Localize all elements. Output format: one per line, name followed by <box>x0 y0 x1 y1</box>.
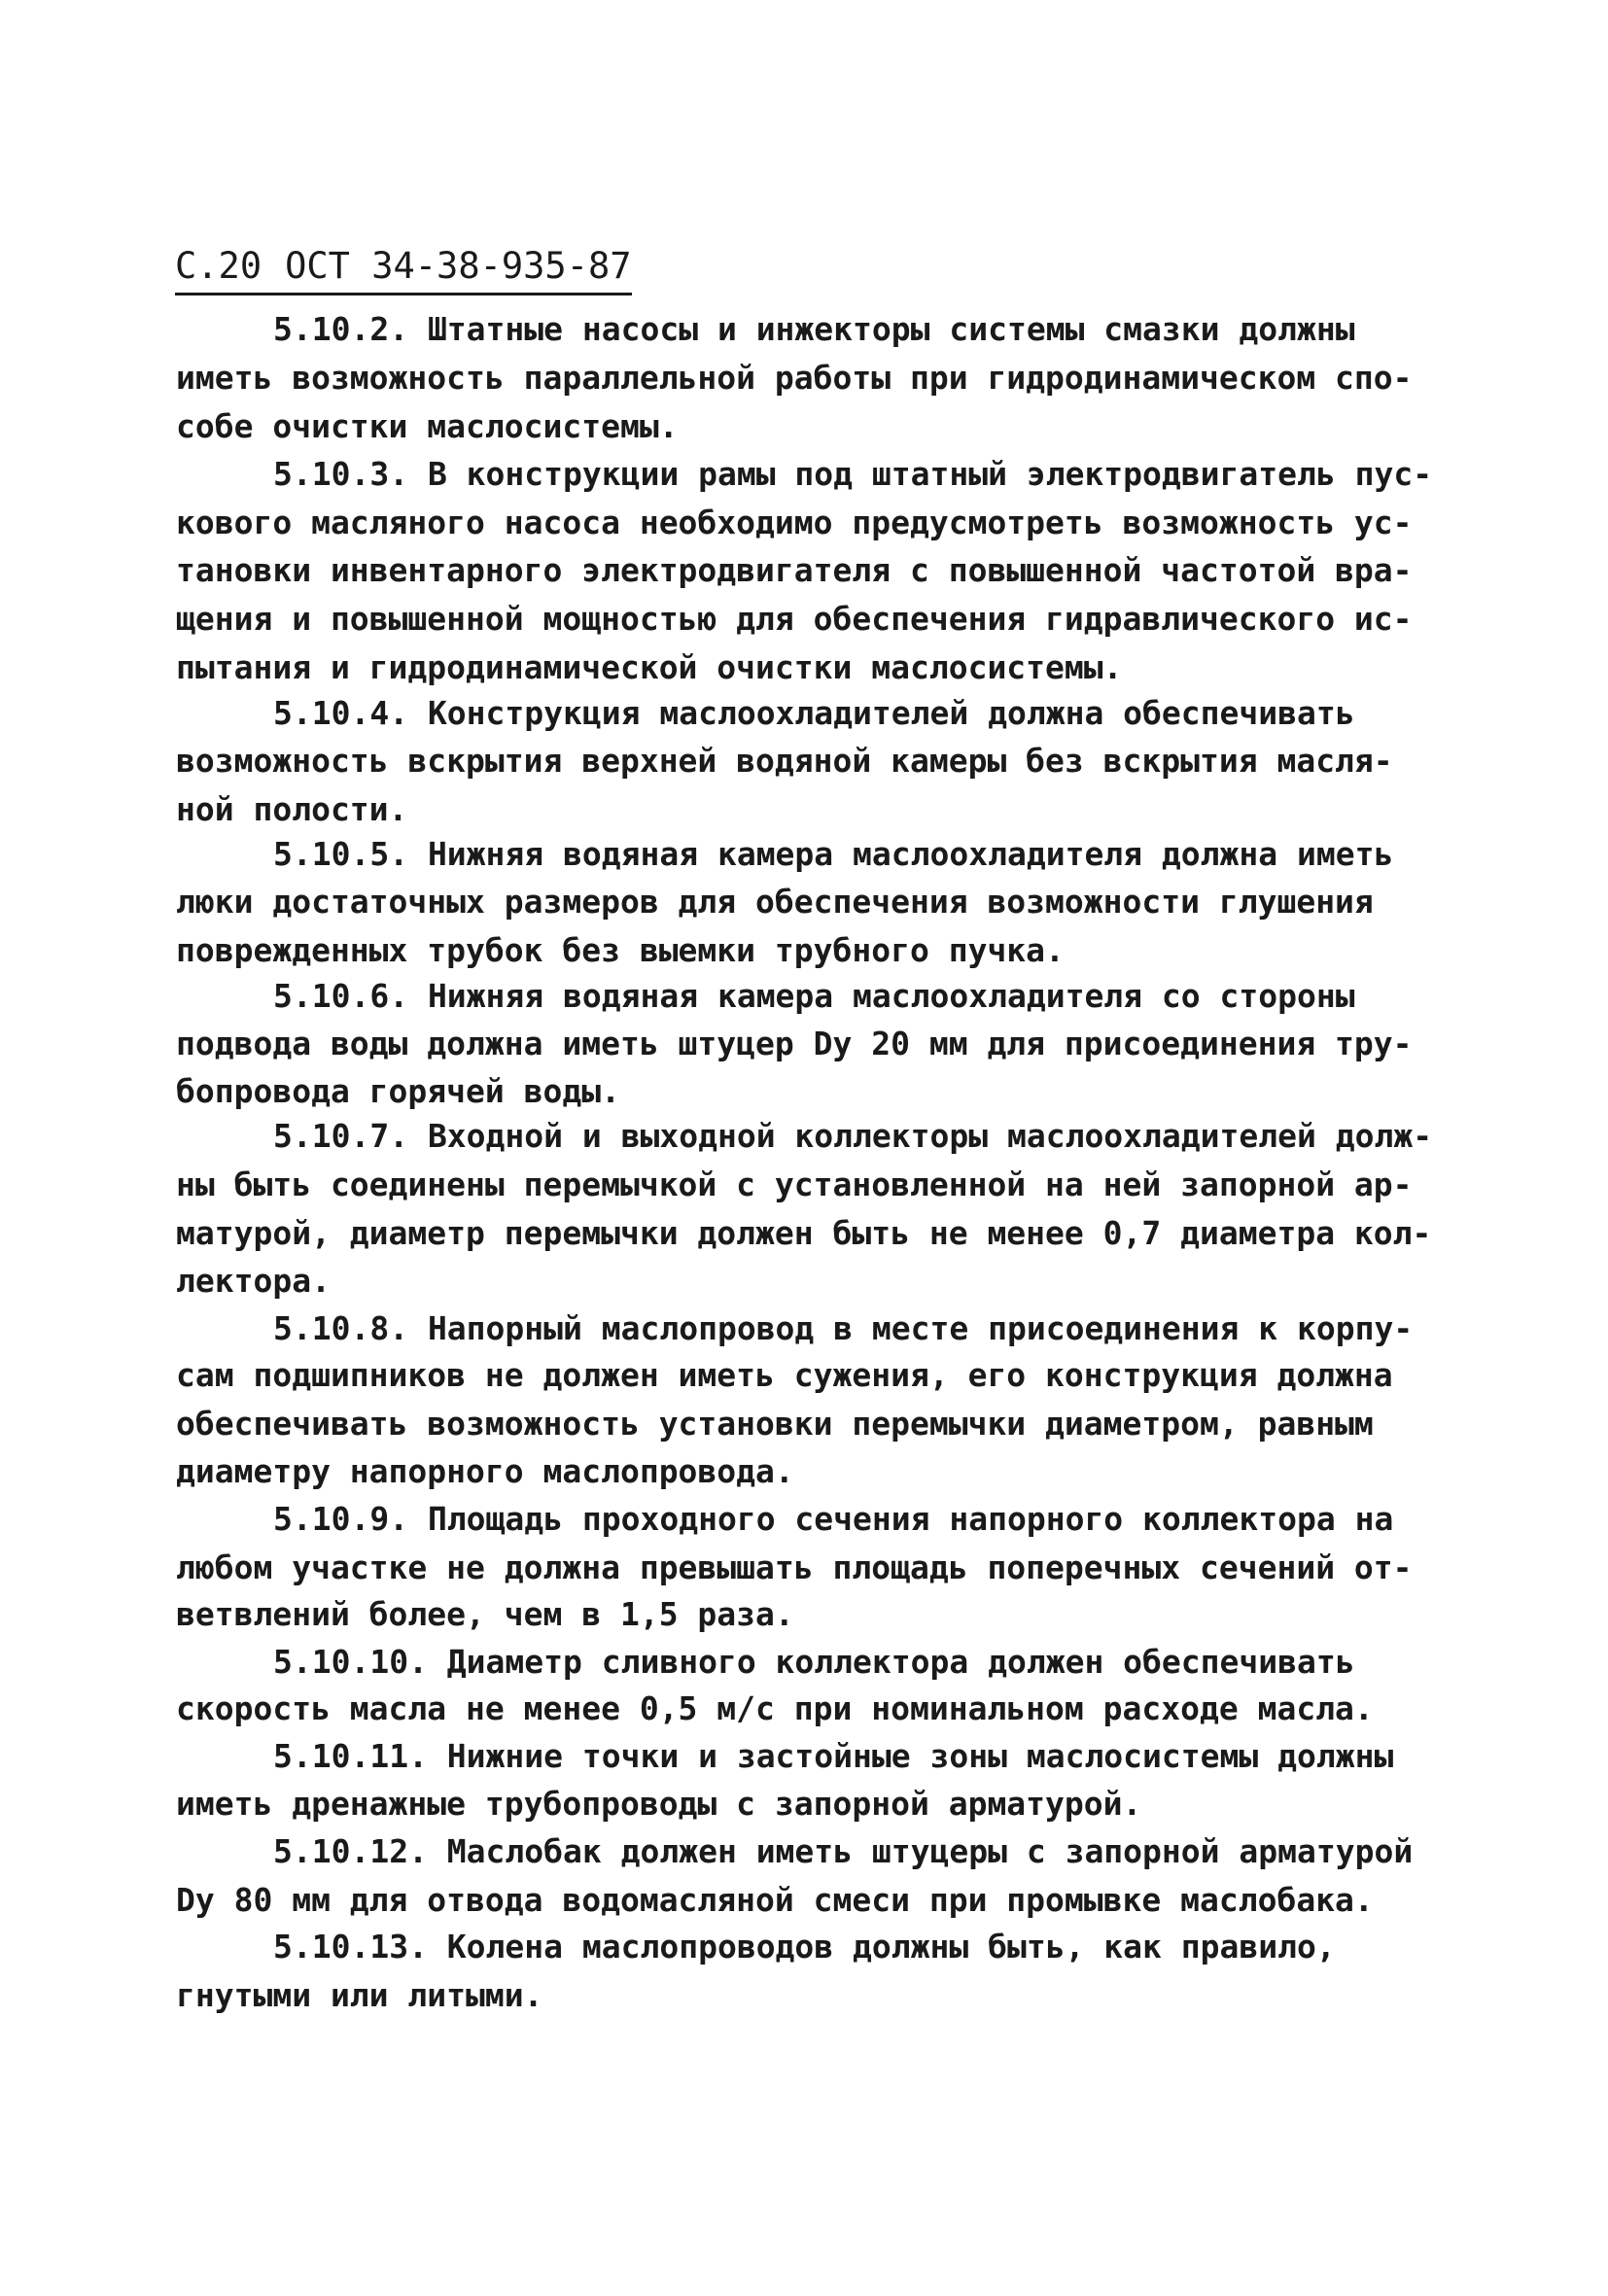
paragraph-line: тановки инвентарного электродвигателя с повышенной частотой вра- <box>176 551 1413 589</box>
paragraph-first-line: 5.10.12. Маслобак должен иметь штуцеры с запорной арматурой <box>273 1832 1414 1870</box>
document-designation: ОСТ 34-38-935-87 <box>285 245 632 287</box>
paragraph-first-line: 5.10.5. Нижняя водяная камера маслоохладителя должна иметь <box>273 835 1394 873</box>
paragraph-first-line: 5.10.9. Площадь проходного сечения напорного коллектора на <box>273 1500 1394 1538</box>
paragraph-first-line: 5.10.4. Конструкция маслоохладителей должна обеспечивать <box>273 694 1355 732</box>
paragraph-line: пытания и гидродинамической очистки маслосистемы. <box>176 648 1123 686</box>
paragraph-first-line: 5.10.11. Нижние точки и застойные зоны маслосистемы должны <box>273 1737 1394 1775</box>
paragraph-line: люки достаточных размеров для обеспечения возможности глушения <box>176 883 1374 921</box>
paragraph-line: матурой, диаметр перемычки должен быть не менее 0,7 диаметра кол- <box>176 1214 1432 1252</box>
paragraph-first-line: 5.10.13. Колена маслопроводов должны быть, как правило, <box>273 1928 1336 1966</box>
paragraph-line: щения и повышенной мощностью для обеспечения гидравлического ис- <box>176 600 1413 638</box>
paragraph-first-line: 5.10.6. Нижняя водяная камера маслоохладителя со стороны <box>273 977 1355 1015</box>
paragraph-line: поврежденных трубок без выемки трубного пучка. <box>176 931 1065 969</box>
paragraph-line: иметь дренажные трубопроводы с запорной арматурой. <box>176 1785 1142 1823</box>
paragraph-line: иметь возможность параллельной работы при гидродинамическом спо- <box>176 359 1413 397</box>
paragraph-line: подвода воды должна иметь штуцер Dу 20 мм для присоединения тру- <box>176 1025 1413 1062</box>
paragraph-line: собе очистки маслосистемы. <box>176 407 679 445</box>
paragraph-line: Dу 80 мм для отвода водомасляной смеси при промывке маслобака. <box>176 1881 1374 1919</box>
paragraph-first-line: 5.10.10. Диаметр сливного коллектора должен обеспечивать <box>273 1643 1355 1681</box>
paragraph-line: возможность вскрытия верхней водяной камеры без вскрытия масля- <box>176 742 1393 780</box>
page-number: С.20 <box>175 245 262 287</box>
paragraph-line: кового масляного насоса необходимо предусмотреть возможность ус- <box>176 504 1413 541</box>
paragraph-line: ветвлений более, чем в 1,5 раза. <box>176 1595 794 1633</box>
paragraph-line: любом участке не должна превышать площадь поперечных сечений от- <box>176 1548 1413 1586</box>
page-header <box>175 245 632 296</box>
paragraph-line: лектора. <box>176 1262 331 1300</box>
paragraph-line: скорость масла не менее 0,5 м/с при номинальном расходе масла. <box>176 1689 1374 1727</box>
paragraph-line: гнутыми или литыми. <box>176 1976 543 2014</box>
paragraph-first-line: 5.10.7. Входной и выходной коллекторы маслоохладителей долж- <box>273 1117 1433 1155</box>
paragraph-first-line: 5.10.8. Напорный маслопровод в месте присоединения к корпу- <box>273 1309 1414 1347</box>
paragraph-line: ной полости. <box>176 790 408 828</box>
paragraph-first-line: 5.10.3. В конструкции рамы под штатный электродвигатель пус- <box>273 455 1433 493</box>
paragraph-line: бопровода горячей воды. <box>176 1072 620 1110</box>
paragraph-line: сам подшипников не должен иметь сужения, его конструкция должна <box>176 1356 1393 1394</box>
paragraph-first-line: 5.10.2. Штатные насосы и инжекторы системы смазки должны <box>273 310 1355 348</box>
paragraph-line: диаметру напорного маслопровода. <box>176 1452 794 1490</box>
paragraph-line: ны быть соединены перемычкой с установленной на ней запорной ар- <box>176 1165 1413 1203</box>
paragraph-line: обеспечивать возможность установки перемычки диаметром, равным <box>176 1405 1374 1443</box>
